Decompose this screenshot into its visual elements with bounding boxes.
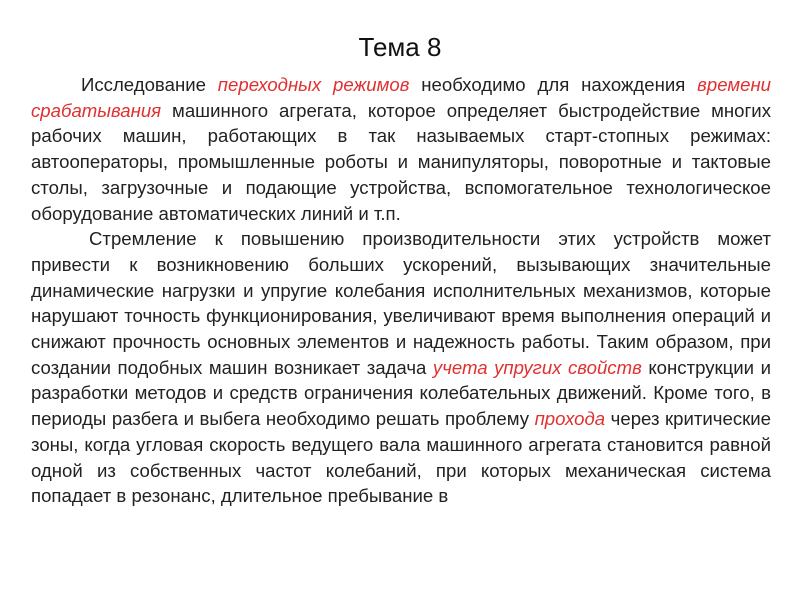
paragraph2-text-3: через критические зоны, когда угловая скорость ведущего вала машинного агрегата становится равной одной из собственных частот колебаний, при которых механическая система попадает в резонанс, длительное пребывание в <box>31 408 771 507</box>
paragraph-transient-modes <box>31 72 771 226</box>
paragraph1-text-2: необходимо для нахождения <box>409 74 698 95</box>
paragraph1-text-1: Исследование <box>81 74 218 95</box>
highlight-passage: прохода <box>534 408 606 430</box>
paragraph-productivity <box>31 226 771 509</box>
paragraph1-text-3: машинного агрегата, которое определяет быстродействие многих рабочих машин, работающих в так называемых старт-стопных режимах: автооператоры, промышленные роботы и манипуляторы, поворотные и тактовые столы, загрузочные и подающие устройства, вспомогательное технологическое оборудование автоматических линий и т.п. <box>31 99 771 224</box>
highlight-response-time: времени срабатывания <box>31 74 772 121</box>
highlight-transient-modes: переходных режимов <box>217 74 410 95</box>
highlight-elastic-properties: учета упругих свойств <box>432 356 642 378</box>
paragraph2-text-1: Стремление к повышению производительности этих устройств может привести к возникновению больших ускорений, вызывающих значительные динамические нагрузки и упругие колебания исполнительных механизмов, которые нарушают точность функционирования, увеличивают время выполнения операций и снижают прочность основных элементов и надежность работы. Таким образом, при создании подобных машин возникает задача <box>31 228 771 378</box>
slide-body <box>31 72 771 509</box>
paragraph2-text-2: конструкции и разработки методов и средств ограничения колебательных движений. Кроме того, в периоды разбега и выбега необходимо решать проблему <box>31 356 771 430</box>
slide-title: Тема 8 <box>358 32 442 62</box>
